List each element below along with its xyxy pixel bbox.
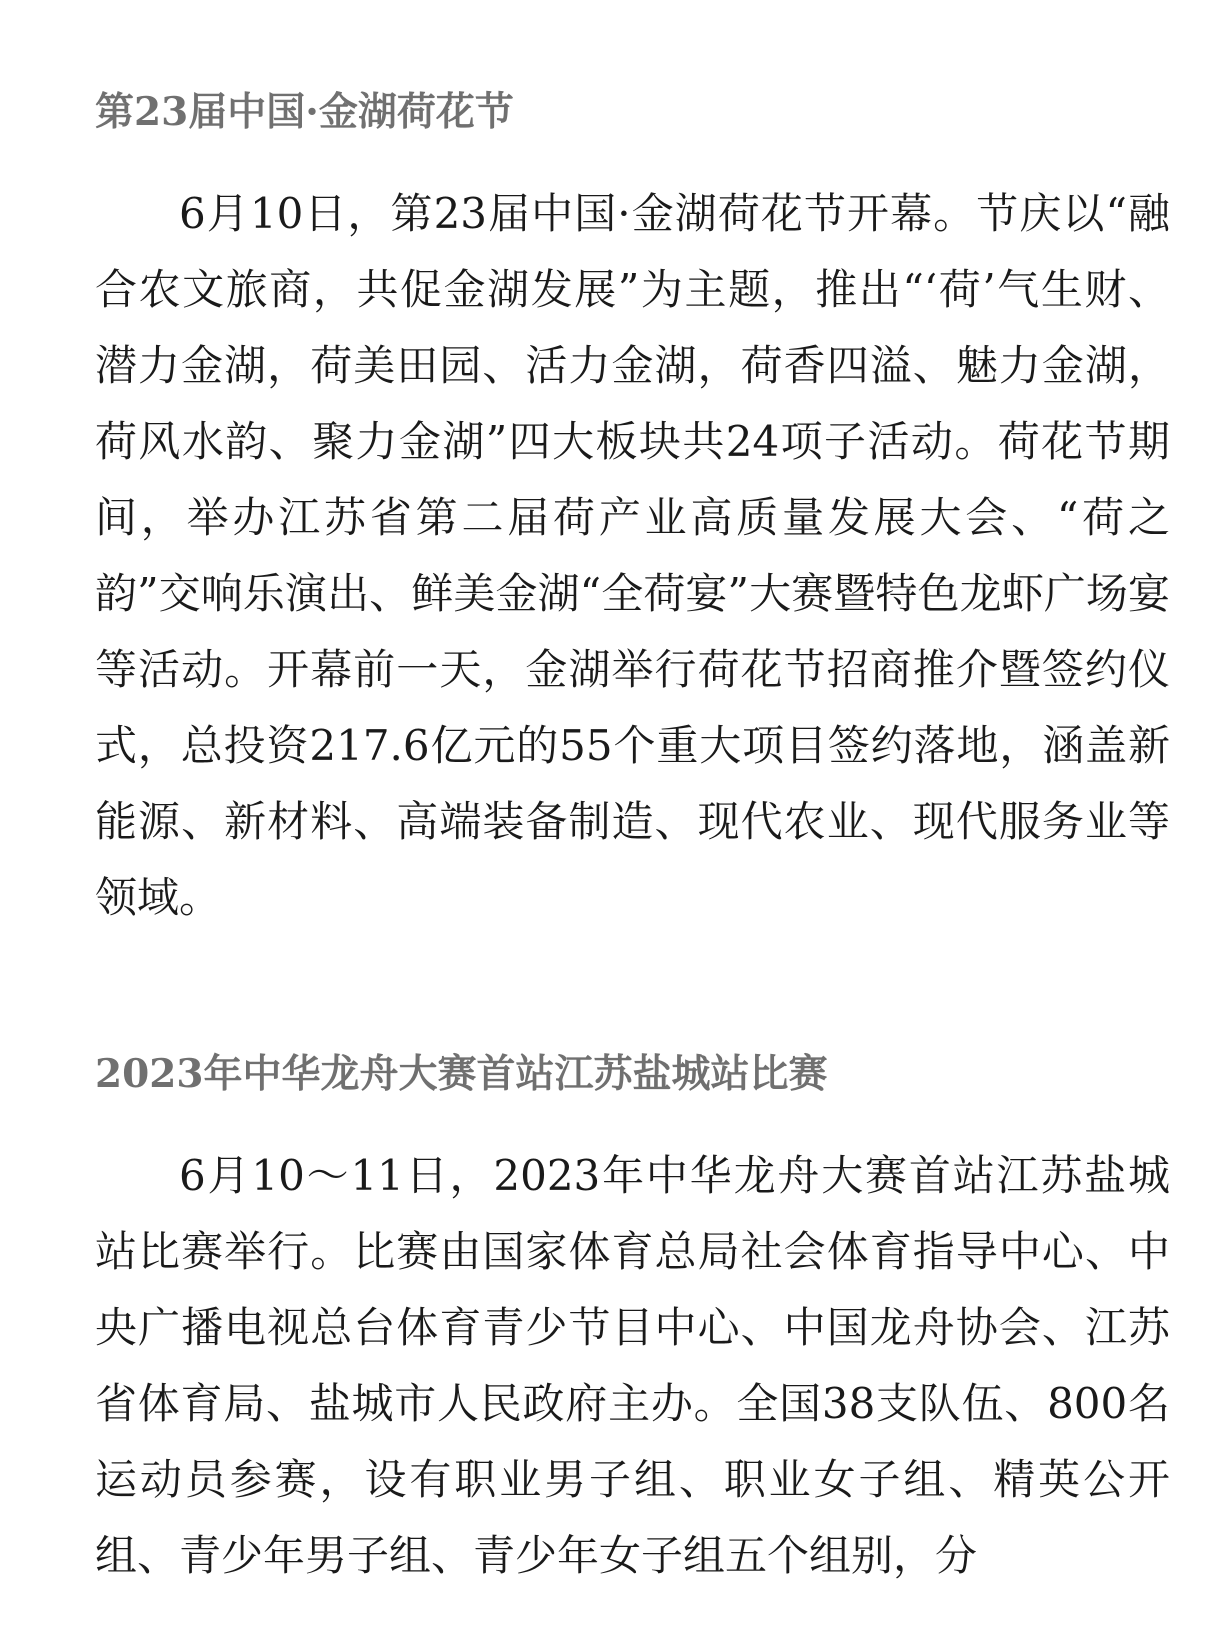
paragraph-dragon-boat-race: 6月10～11日，2023年中华龙舟大赛首站江苏盐城站比赛举行。比赛由国家体育总局社会体育指导中心、中央广播电视总台体育青少节目中心、中国龙舟协会、江苏省体育局、盐城市人民政府主办。全国38支队伍、800名运动员参赛，设有职业男子组、职业女子组、精英公开组、青少年男子组、青少年女子组五个组别，分	[95, 1151, 1170, 1580]
paragraph-lotus-festival: 6月10日，第23届中国·金湖荷花节开幕。节庆以“融合农文旅商，共促金湖发展”为主题，推出“‘荷’气生财、潜力金湖，荷美田园、活力金湖，荷香四溢、魅力金湖，荷风水韵、聚力金湖”四大板块共24项子活动。荷花节期间，举办江苏省第二届荷产业高质量发展大会、“荷之韵”交响乐演出、鲜美金湖“全荷宴”大赛暨特色龙虾广场宴等活动。开幕前一天，金湖举行荷花节招商推介暨签约仪式，总投资217.6亿元的55个重大项目签约落地，涵盖新能源、新材料、高端装备制造、现代农业、现代服务业等领域。	[95, 189, 1170, 922]
section-heading-dragon-boat-race: 2023年中华龙舟大赛首站江苏盐城站比赛	[95, 1051, 828, 1097]
section-heading-lotus-festival: 第23届中国·金湖荷花节	[95, 89, 514, 135]
